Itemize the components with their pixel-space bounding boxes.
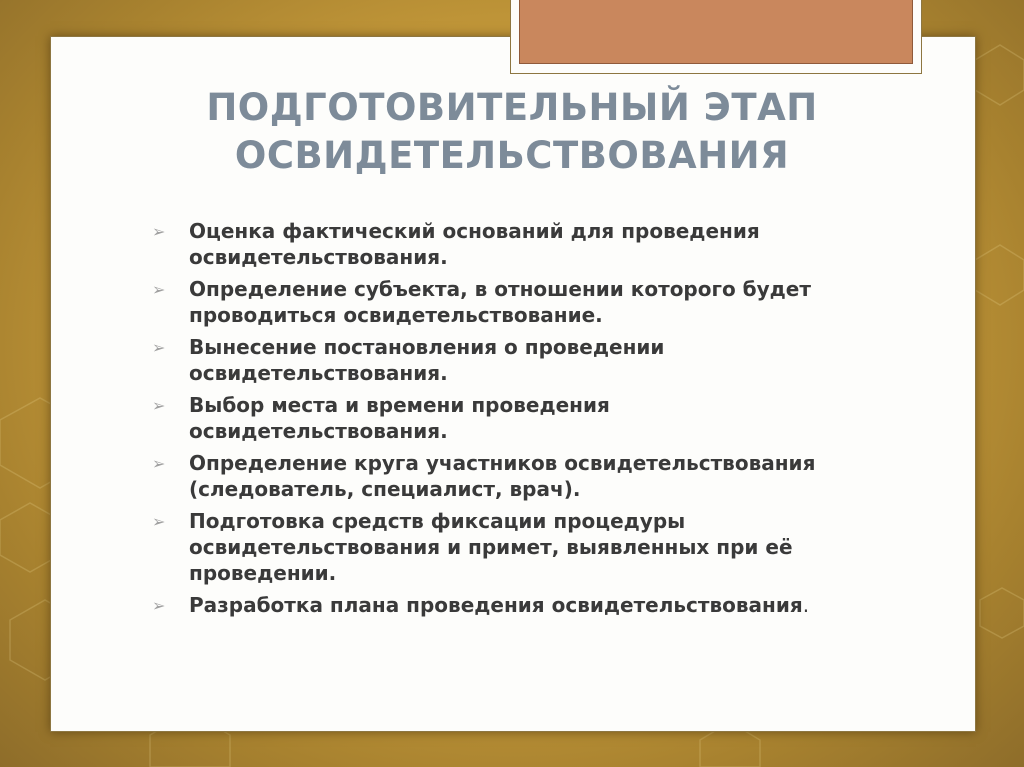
title-accent-tab xyxy=(510,0,922,74)
bullet-text-period: . xyxy=(802,593,810,617)
bullet-list xyxy=(150,218,870,624)
chevron-right-icon: ➢ xyxy=(152,222,166,241)
chevron-right-icon: ➢ xyxy=(152,338,166,357)
chevron-right-icon: ➢ xyxy=(152,596,166,615)
chevron-right-icon: ➢ xyxy=(152,396,166,415)
bullet-item xyxy=(150,218,870,270)
bullet-text: Подготовка средств фиксации процедуры освидетельствования и примет, выявленных при её проведении. xyxy=(189,509,793,585)
title-accent-fill xyxy=(519,0,913,64)
bullet-text: Оценка фактический оснований для проведения освидетельствования. xyxy=(189,219,760,269)
bullet-text: Определение субъекта, в отношении которого будет проводиться освидетельствование. xyxy=(189,277,811,327)
bullet-item xyxy=(150,592,870,618)
bullet-text: Определение круга участников освидетельствования (следователь, специалист, врач). xyxy=(189,451,816,501)
bullet-item xyxy=(150,276,870,328)
bullet-item xyxy=(150,334,870,386)
bullet-text: Выбор места и времени проведения освидетельствования. xyxy=(189,393,610,443)
bullet-item xyxy=(150,508,870,586)
bullet-text: Вынесение постановления о проведении освидетельствования. xyxy=(189,335,665,385)
bullet-text: Разработка плана проведения освидетельствования xyxy=(189,593,803,617)
chevron-right-icon: ➢ xyxy=(152,280,166,299)
bullet-item xyxy=(150,392,870,444)
chevron-right-icon: ➢ xyxy=(152,512,166,531)
bullet-item xyxy=(150,450,870,502)
chevron-right-icon: ➢ xyxy=(152,454,166,473)
slide-title: ПОДГОТОВИТЕЛЬНЫЙ ЭТАП ОСВИДЕТЕЛЬСТВОВАНИЯ xyxy=(206,86,818,177)
